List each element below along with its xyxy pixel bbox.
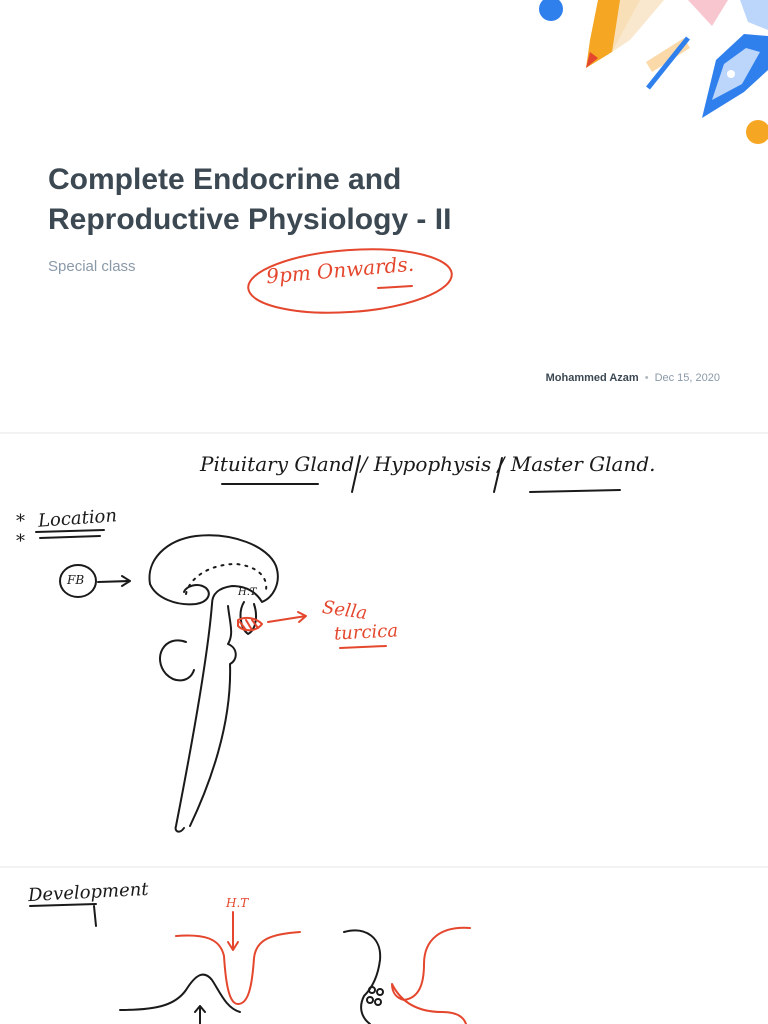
author-name: Mohammed Azam (545, 372, 639, 384)
slide-heading: Pituitary Gland / Hypophysis / Master Gland. (200, 452, 656, 476)
brainstem-left (176, 604, 212, 832)
development-heading: Development (27, 878, 150, 907)
sella-label-line-2: turcica (333, 620, 399, 645)
development-slide (0, 868, 768, 1024)
title-line-1: Complete Endocrine and (48, 163, 402, 196)
cerebrum-inner (150, 584, 209, 604)
oral-ectoderm (120, 975, 240, 1012)
hypothalamus-label: H.T (238, 587, 257, 598)
heading-underline-2 (530, 490, 620, 492)
stage2-red-fold (392, 928, 470, 1024)
fb-arrow (98, 576, 130, 586)
brain-sketch (0, 434, 768, 866)
fb-label: FB (67, 573, 85, 587)
cerebrum-outline (149, 535, 277, 604)
development-ht-label: H.T (226, 896, 249, 910)
pen-body-decoration (740, 0, 768, 30)
location-label: Location (37, 505, 118, 532)
stage2-cell-1 (369, 987, 375, 993)
annotation-underline (378, 286, 412, 288)
stage2-cell-4 (375, 999, 381, 1005)
handwritten-annotation: 9pm Onwards. (265, 251, 415, 289)
separator-dot: • (644, 372, 649, 384)
orange-dot-decoration (746, 120, 768, 144)
date-label: Dec 15, 2020 (654, 372, 720, 384)
cerebellum-outline (160, 640, 194, 680)
rathke-arrow (195, 1006, 205, 1024)
author-date-line (546, 372, 720, 384)
pituitary-slide (0, 434, 768, 866)
page-title (48, 160, 451, 240)
development-tail (94, 906, 96, 926)
sella-label-line-1: Sella (320, 596, 369, 625)
stage2-cell-2 (377, 989, 383, 995)
pencil-shade-decoration (612, 0, 664, 52)
stage2-outline (344, 930, 380, 1024)
stage2-cell-3 (367, 997, 373, 1003)
title-line-2: Reproductive Physiology - II (48, 203, 452, 236)
blue-dot-decoration (539, 0, 563, 21)
asterisk-marks: * * (16, 511, 25, 552)
sella-arrow (268, 612, 306, 622)
pink-shape-decoration (688, 0, 728, 26)
pen-nib-hole-decoration (727, 70, 735, 78)
location-underline-2 (40, 536, 100, 538)
title-slide (0, 0, 768, 432)
subtitle: Special class (48, 258, 136, 275)
sella-underline (340, 646, 386, 648)
hypothalamus-arrow (228, 912, 238, 950)
